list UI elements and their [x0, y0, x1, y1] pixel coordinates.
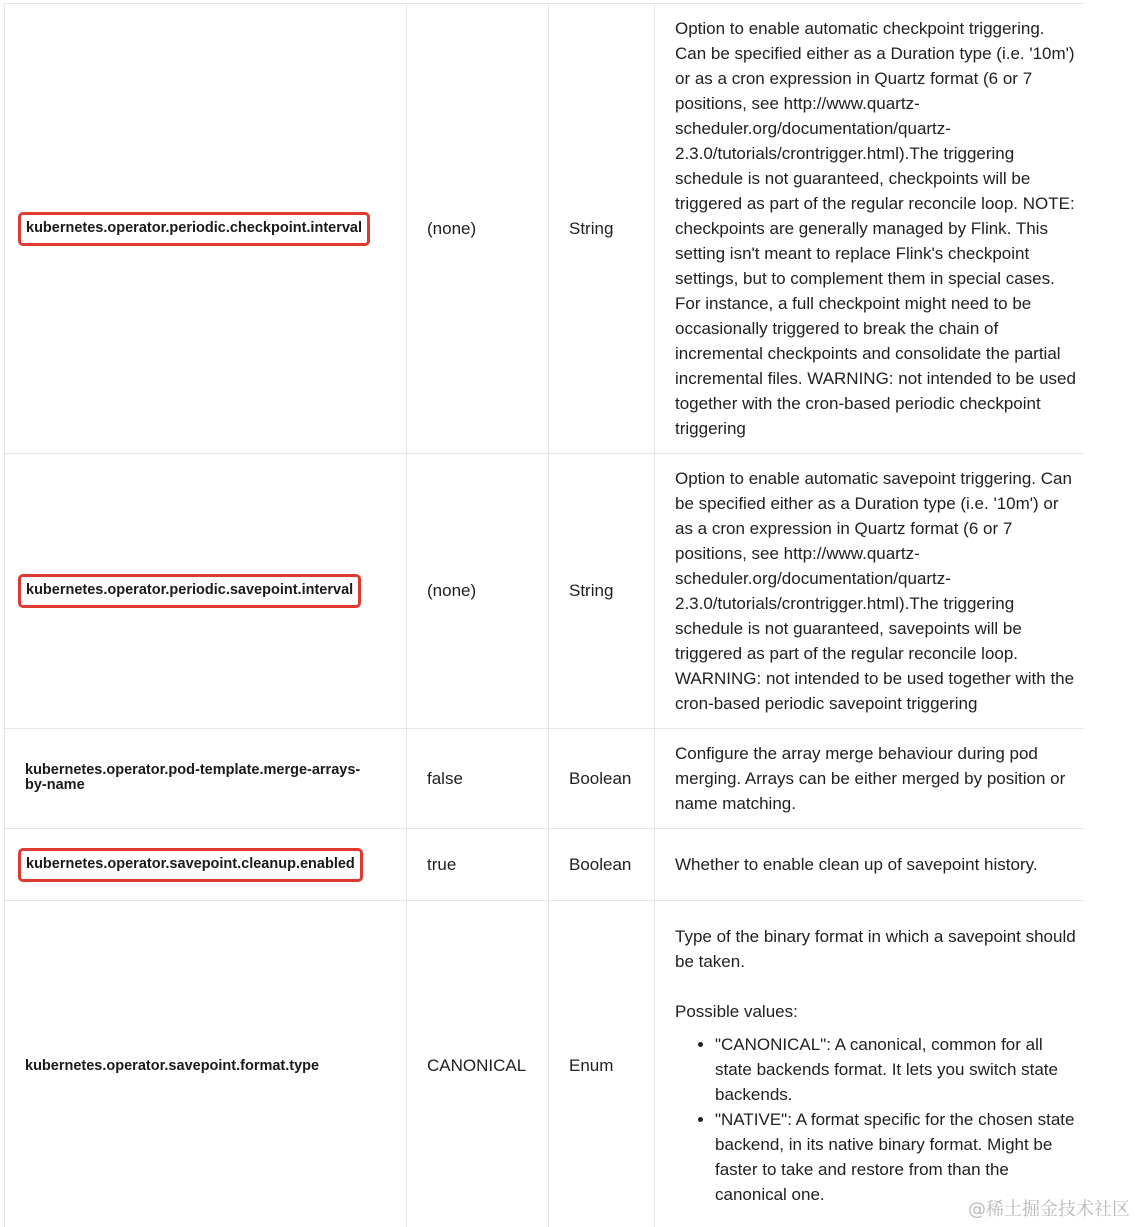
description-line: Can be specified either as a Duration type (i.e. '10m') — [675, 44, 1075, 63]
list-item-line: • "CANONICAL": A canonical, common for all — [715, 1035, 1043, 1054]
description-cell — [655, 454, 1085, 729]
description-line: positions, see http://www.quartz- — [675, 94, 920, 113]
description-line: scheduler.org/documentation/quartz- — [675, 119, 951, 138]
description-cell — [655, 729, 1085, 829]
config-options-table — [4, 3, 1084, 1227]
default-value-cell: false — [407, 729, 549, 829]
description-line: or as a cron expression in Quartz format (6 or 7 — [675, 69, 1033, 88]
possible-values-label: Possible values: — [675, 1002, 798, 1021]
description-line: 2.3.0/tutorials/crontrigger.html).The triggering — [675, 144, 1015, 163]
description-line: Type of the binary format in which a savepoint should — [675, 927, 1076, 946]
list-item-line: canonical one. — [715, 1185, 825, 1204]
description-line: Option to enable automatic savepoint triggering. Can — [675, 469, 1072, 488]
description-cell — [655, 4, 1085, 454]
description-line: triggered as part of the regular reconcile loop. — [675, 644, 1019, 663]
type-cell: Boolean — [549, 729, 655, 829]
default-value-cell: (none) — [407, 454, 549, 729]
watermark: @稀土掘金技术社区 — [968, 1199, 1130, 1220]
description-line: be specified either as a Duration type (i.e. '10m') or — [675, 494, 1059, 513]
type-cell: String — [549, 454, 655, 729]
list-item-line: backends. — [715, 1085, 793, 1104]
description-line: merging. Arrays can be either merged by position or — [675, 769, 1066, 788]
description-line: settings, but to complement them in special cases. — [675, 269, 1055, 288]
table-row — [5, 829, 1085, 901]
type-cell: Enum — [549, 901, 655, 1227]
table-row — [5, 729, 1085, 829]
description-line: checkpoints are generally managed by Flink. This — [675, 219, 1048, 238]
description-line: together with the cron-based periodic checkpoint — [675, 394, 1041, 413]
description-line: schedule is not guaranteed, savepoints will be — [675, 619, 1022, 638]
option-key-line: kubernetes.operator.pod-template.merge-arrays- — [25, 762, 361, 778]
description-line: WARNING: not intended to be used together with the — [675, 669, 1075, 688]
description-line: name matching. — [675, 794, 796, 813]
description-line: Configure the array merge behaviour during pod — [675, 744, 1038, 763]
option-key-highlighted: kubernetes.operator.periodic.checkpoint.interval — [18, 212, 370, 246]
list-item-line: backend, in its native binary format. Might be — [715, 1135, 1053, 1154]
key-cell — [5, 901, 407, 1227]
key-cell — [5, 729, 407, 829]
description-line: schedule is not guaranteed, checkpoints will be — [675, 169, 1031, 188]
description-cell — [655, 829, 1085, 901]
description-line: 2.3.0/tutorials/crontrigger.html).The triggering — [675, 594, 1015, 613]
option-key — [25, 763, 360, 793]
list-item-line: state backends format. It lets you switch state — [715, 1060, 1058, 1079]
description-line: setting isn't meant to replace Flink's checkpoint — [675, 244, 1030, 263]
default-value-cell: CANONICAL — [407, 901, 549, 1227]
list-item-line: • "NATIVE": A format specific for the chosen state — [715, 1110, 1075, 1129]
list-item — [715, 1032, 1084, 1107]
description-line: incremental checkpoints and consolidate the partial — [675, 344, 1061, 363]
default-value-cell: (none) — [407, 4, 549, 454]
list-item-line: faster to take and restore from than the — [715, 1160, 1009, 1179]
table-row — [5, 901, 1085, 1227]
description-line: scheduler.org/documentation/quartz- — [675, 569, 951, 588]
option-key: kubernetes.operator.savepoint.format.type — [25, 1057, 320, 1074]
list-item — [715, 1107, 1084, 1207]
possible-values-list — [675, 1032, 1084, 1207]
key-cell — [5, 4, 407, 454]
type-cell: Boolean — [549, 829, 655, 901]
description-line: occasionally triggered to break the chain of — [675, 319, 999, 338]
paragraph-spacer — [675, 974, 1084, 999]
option-key-highlighted: kubernetes.operator.savepoint.cleanup.enabled — [18, 848, 363, 882]
key-cell — [5, 829, 407, 901]
description-line: Whether to enable clean up of savepoint history. — [675, 855, 1038, 874]
description-line: be taken. — [675, 952, 745, 971]
table-row — [5, 454, 1085, 729]
description-line: incremental files. WARNING: not intended to be used — [675, 369, 1076, 388]
option-key-line: by-name — [25, 777, 85, 793]
description-line: triggering — [675, 419, 746, 438]
type-cell: String — [549, 4, 655, 454]
option-key-highlighted: kubernetes.operator.periodic.savepoint.interval — [18, 574, 361, 608]
table-row — [5, 4, 1085, 454]
description-line: triggered as part of the regular reconcile loop. NOTE: — [675, 194, 1075, 213]
description-line: For instance, a full checkpoint might need to be — [675, 294, 1032, 313]
description-cell — [655, 901, 1085, 1227]
key-cell — [5, 454, 407, 729]
description-line: Option to enable automatic checkpoint triggering. — [675, 19, 1045, 38]
description-line: cron-based periodic savepoint triggering — [675, 694, 978, 713]
description-line: positions, see http://www.quartz- — [675, 544, 920, 563]
default-value-cell: true — [407, 829, 549, 901]
description-line: as a cron expression in Quartz format (6 or 7 — [675, 519, 1013, 538]
